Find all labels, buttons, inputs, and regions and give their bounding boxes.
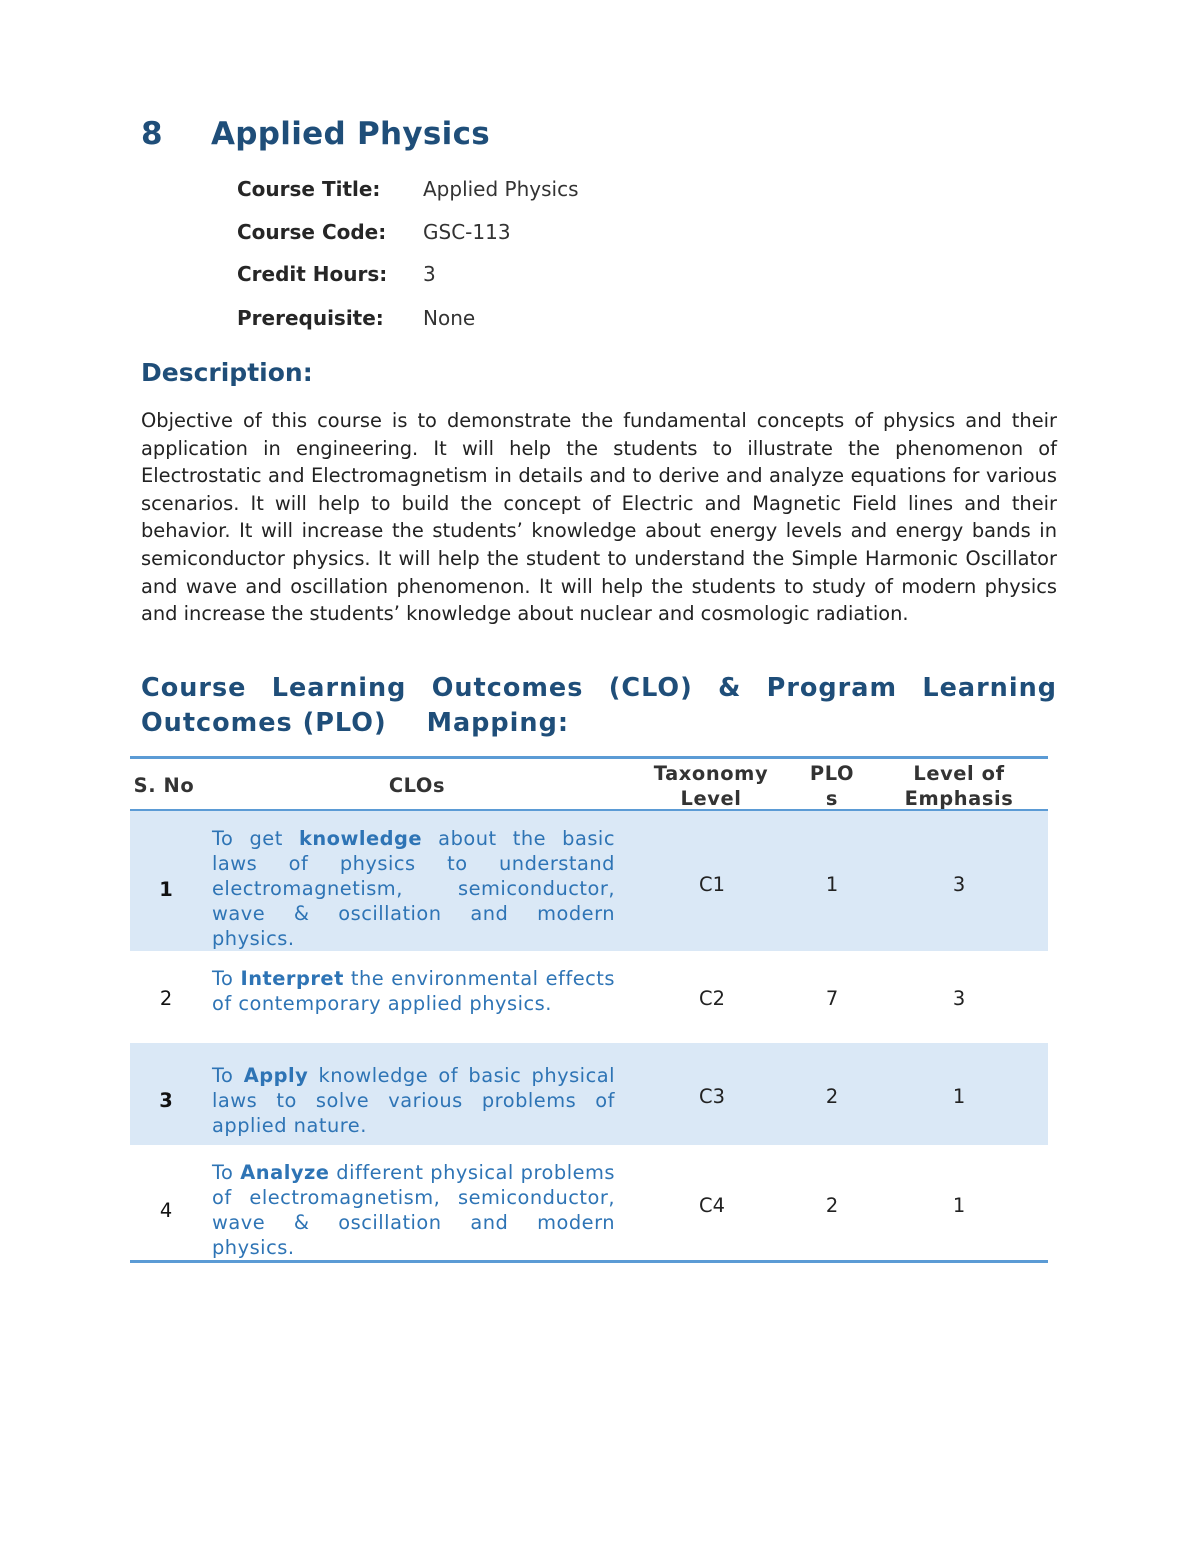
table-row bbox=[130, 1145, 1048, 1260]
row-emphasis: 1 bbox=[952, 1085, 966, 1108]
header-taxonomy-line: Level bbox=[680, 787, 742, 810]
prerequisite-value: None bbox=[423, 306, 476, 330]
row-plo: 1 bbox=[825, 873, 839, 896]
row-clo bbox=[212, 966, 615, 1016]
row-taxonomy: C4 bbox=[699, 1194, 725, 1217]
credit-hours-label: Credit Hours: bbox=[237, 262, 388, 286]
row-clo bbox=[212, 1063, 615, 1138]
clo-heading-line-1 bbox=[141, 671, 1057, 706]
course-code-value: GSC-113 bbox=[423, 220, 511, 244]
clo-text: To bbox=[212, 1161, 241, 1184]
header-taxonomy bbox=[640, 761, 782, 811]
clo-plo-heading bbox=[141, 671, 1057, 741]
description-text: Objective of this course is to demonstrate the fundamental concepts of physics and their application in engineering. It will help the students to illustrate the phenomenon of Electrostatic and Electromagnetism in details and to derive and analyze equations for various scenarios. It will help to build the concept of Electric and Magnetic Field lines and their behavior. It will increase the students’ knowledge about energy levels and energy bands in semiconductor physics. It will help the student to understand the Simple Harmonic Oscillator and wave and oscillation phenomenon. It will help the students to study of modern physics and increase the students’ knowledge about nuclear and cosmologic radiation. bbox=[141, 409, 1057, 626]
header-plos-line: s bbox=[825, 787, 839, 810]
row-emphasis: 3 bbox=[952, 987, 966, 1010]
clo-heading-word: Program bbox=[766, 673, 898, 703]
clo-keyword: Analyze bbox=[240, 1161, 330, 1184]
clo-heading-part: Mapping: bbox=[426, 708, 570, 738]
clo-text: To get bbox=[212, 827, 299, 850]
credit-hours-value: 3 bbox=[423, 262, 436, 286]
clo-text: To bbox=[212, 967, 241, 990]
clo-heading-word: Learning bbox=[271, 673, 407, 703]
clo-heading-part: Outcomes (PLO) bbox=[141, 708, 387, 738]
header-taxonomy-line: Taxonomy bbox=[653, 762, 769, 785]
table-header-row bbox=[130, 759, 1048, 811]
clo-keyword: Interpret bbox=[240, 967, 344, 990]
clo-text: To bbox=[212, 1064, 244, 1087]
course-title-value: Applied Physics bbox=[423, 177, 579, 201]
row-plo: 2 bbox=[825, 1085, 839, 1108]
clo-heading-word: Learning bbox=[922, 673, 1057, 703]
row-sno: 2 bbox=[159, 987, 173, 1010]
course-title-label: Course Title: bbox=[237, 177, 381, 201]
clo-heading-word: (CLO) bbox=[608, 673, 693, 703]
row-clo bbox=[212, 1160, 615, 1260]
header-emphasis bbox=[894, 761, 1024, 811]
prerequisite-label: Prerequisite: bbox=[237, 306, 384, 330]
clo-text: about the basic laws of physics to understand electromagnetism, semiconductor, wave & oscillation and modern physics. bbox=[212, 827, 615, 950]
row-plo: 2 bbox=[825, 1194, 839, 1217]
table-bottom-rule bbox=[130, 1260, 1048, 1263]
clo-text: different physical problems of electromagnetism, semiconductor, wave & oscillation and modern physics. bbox=[212, 1161, 616, 1259]
section-number: 8 bbox=[141, 116, 163, 152]
course-code-label: Course Code: bbox=[237, 220, 387, 244]
row-emphasis: 3 bbox=[952, 873, 966, 896]
row-taxonomy: C1 bbox=[699, 873, 725, 896]
header-sno: S. No bbox=[133, 774, 195, 797]
row-sno: 1 bbox=[159, 878, 173, 901]
table-row bbox=[130, 951, 1048, 1043]
header-clos: CLOs bbox=[388, 774, 446, 797]
description-heading: Description: bbox=[141, 358, 313, 387]
header-plos-line: PLO bbox=[809, 762, 855, 785]
row-plo: 7 bbox=[825, 987, 839, 1010]
table-row bbox=[130, 1043, 1048, 1145]
row-taxonomy: C2 bbox=[699, 987, 725, 1010]
section-heading bbox=[141, 116, 490, 152]
clo-text: the environmental effects of contemporary applied physics. bbox=[212, 967, 615, 1015]
section-title: Applied Physics bbox=[211, 116, 491, 152]
clo-keyword: Apply bbox=[243, 1064, 309, 1087]
header-plos bbox=[790, 761, 874, 811]
table-row bbox=[130, 811, 1048, 951]
clo-text: knowledge of basic physical laws to solve various problems of applied nature. bbox=[212, 1064, 616, 1137]
clo-heading-line-2 bbox=[141, 706, 1057, 741]
clo-keyword: knowledge bbox=[298, 827, 423, 850]
clo-heading-word: Course bbox=[141, 673, 247, 703]
header-emphasis-line: Level of bbox=[913, 762, 1005, 785]
clo-heading-word: Outcomes bbox=[431, 673, 584, 703]
row-emphasis: 1 bbox=[952, 1194, 966, 1217]
row-sno: 4 bbox=[159, 1199, 173, 1222]
row-sno: 3 bbox=[159, 1089, 173, 1112]
clo-heading-word: & bbox=[718, 673, 742, 703]
clo-plo-table bbox=[130, 756, 1048, 1263]
header-emphasis-line: Emphasis bbox=[904, 787, 1014, 810]
row-taxonomy: C3 bbox=[699, 1085, 725, 1108]
row-clo bbox=[212, 826, 615, 951]
